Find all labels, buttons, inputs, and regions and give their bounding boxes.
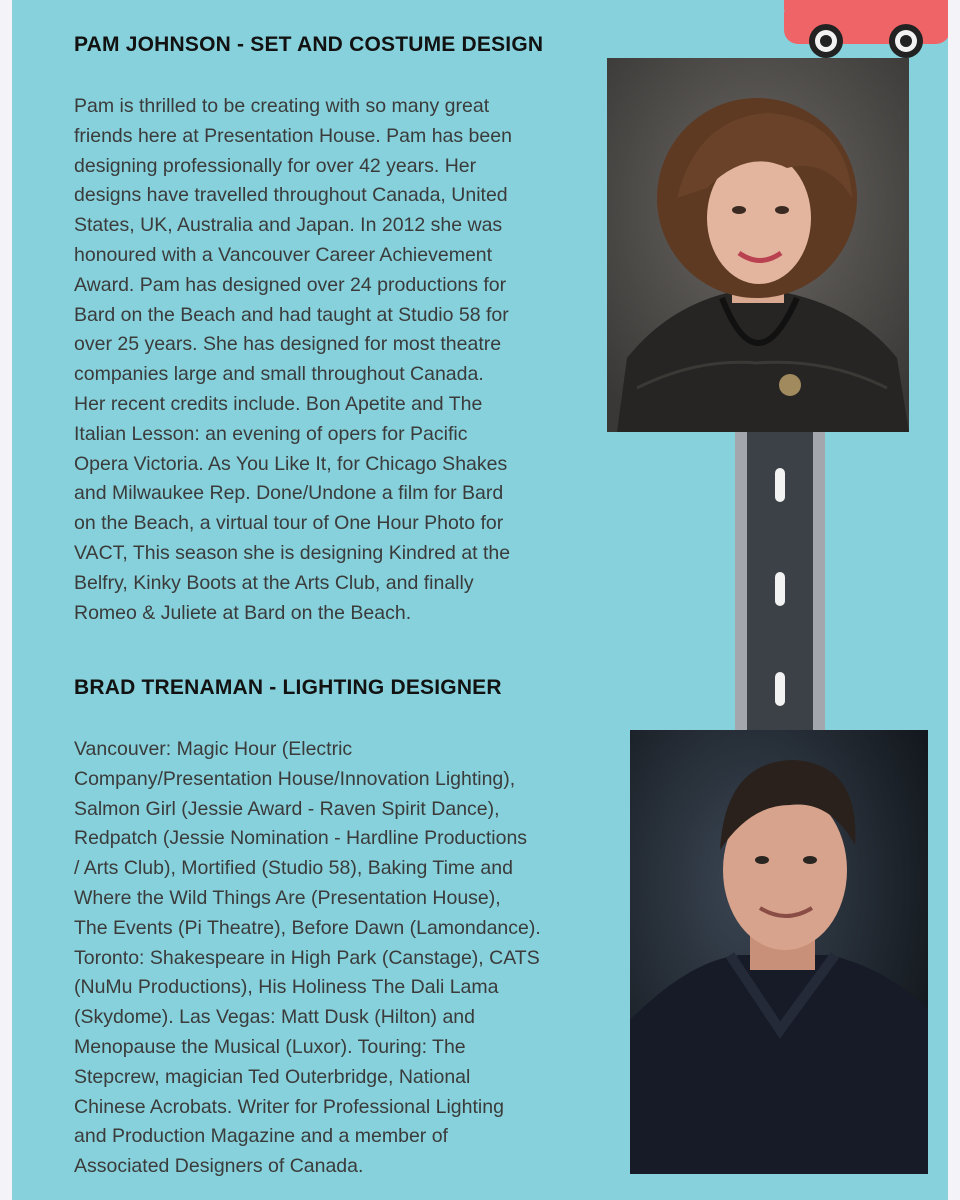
section-heading-brad-trenaman: BRAD TRENAMAN - LIGHTING DESIGNER xyxy=(74,676,502,699)
bio-brad-trenaman: Vancouver: Magic Hour (Electric Company/Presentation House/Innovation Lighting), Salmon Girl (Jessie Award - Raven Spirit Dance), Redpatch (Jessie Nomination - Hardline Productions / Arts Club), Mortified (Studio 58), Baking Time and Where the Wild Things Are (Presentation House), The Events (Pi Theatre), Before Dawn (Lamondance). Toronto: Shakespeare in High Park (Canstage), CATS (NuMu Productions), His Holiness The Dali Lama (Skydome). Las Vegas: Matt Dusk (Hilton) and Menopause the Musical (Luxor). Touring: The Stepcrew, magician Ted Outerbridge, National Chinese Acrobats. Writer for Professional Lighting and Production Magazine and a member of Associated Designers of Canada. xyxy=(74,738,541,1178)
portrait-photo-brad-trenaman xyxy=(630,730,928,1174)
section-heading-pam-johnson: PAM JOHNSON - SET AND COSTUME DESIGN xyxy=(74,33,544,56)
poster-page xyxy=(12,0,948,1200)
portrait-photo-pam-johnson xyxy=(607,58,909,432)
car-icon xyxy=(780,0,948,60)
bio-pam-johnson: Pam is thrilled to be creating with so many great friends here at Presentation House. Pam has been designing professionally for over 42 years. Her designs have travelled throughout Canada, United States, UK, Australia and Japan. In 2012 she was honoured with a Vancouver Career Achievement Award. Pam has designed over 24 productions for Bard on the Beach and had taught at Studio 58 for over 25 years. She has designed for most theatre companies large and small throughout Canada. Her recent credits include. Bon Apetite and The Italian Lesson: an evening of opers for Pacific Opera Victoria. As You Like It, for Chicago Shakes and Milwaukee Rep. Done/Undone a film for Bard on the Beach, a virtual tour of One Hour Photo for VACT, This season she is designing Kindred at the Belfry, Kinky Boots at the Arts Club, and finally Romeo & Juliete at Bard on the Beach. xyxy=(74,95,512,624)
road-graphic xyxy=(735,432,825,732)
